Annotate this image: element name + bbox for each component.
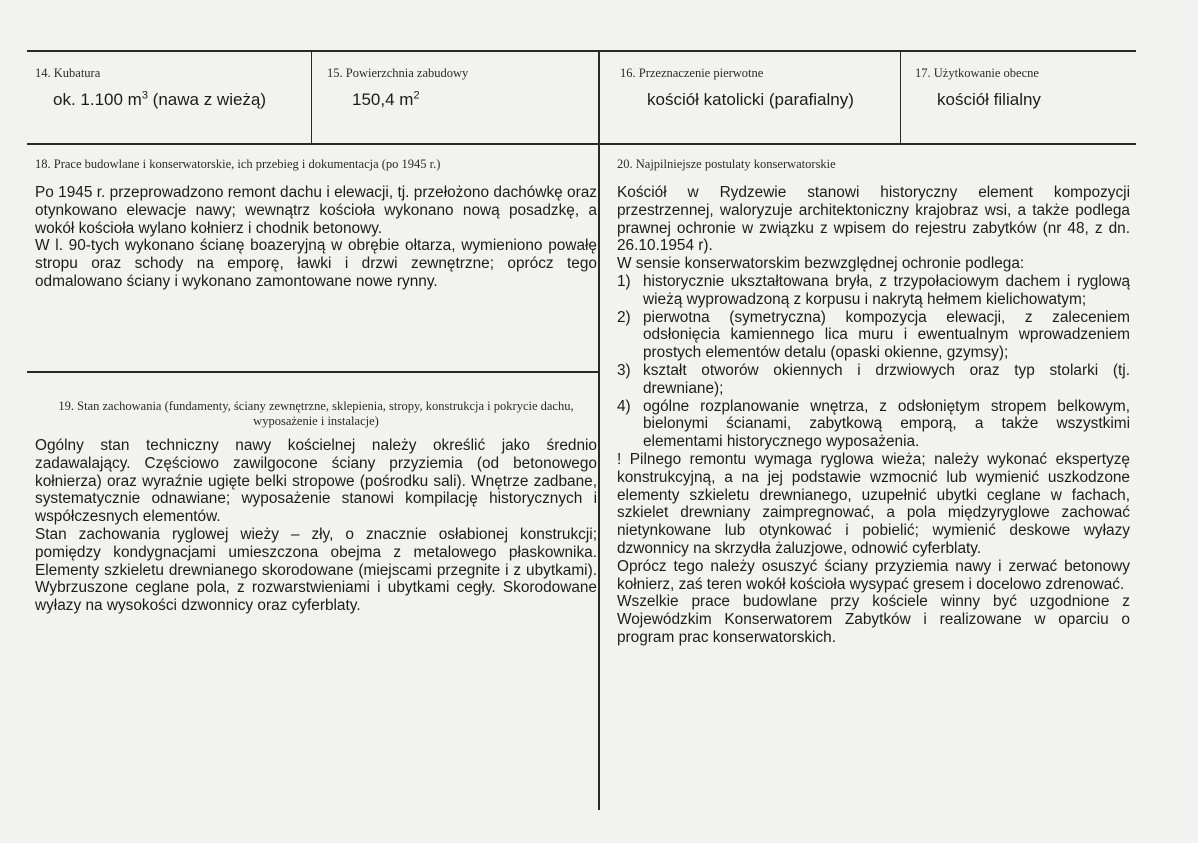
- field-19-text: [35, 437, 597, 615]
- field-15-value: 150,4 $m^2$: [352, 89, 420, 109]
- field-16-value: kościół katolicki (parafialny): [647, 90, 854, 109]
- field-16-przeznaczenie: [620, 66, 892, 110]
- field-18-paragraph: Po 1945 r. przeprowadzono remont dachu i elewacji, tj. przełożono dachówkę oraz otynkowano elewacje nawy; wewnątrz kościoła wykonano nową posadzkę, a wokół kościoła wylano kołnierz i chodnik betonowy.: [35, 184, 597, 237]
- field-20-closing: Wszelkie prace budowlane przy kościele winny być uzgodnione z Wojewódzkim Konserwatorem Zabytków i realizowane w oparciu o program prac konserwatorskich.: [617, 593, 1130, 646]
- list-item: 3) kształt otworów okiennych i drzwiowych oraz typ stolarki (tj. drewniane);: [617, 361, 1130, 397]
- field-18-prace: [35, 157, 597, 291]
- field-20-text: [617, 184, 1130, 647]
- field-15-label: 15. Powierzchnia zabudowy: [327, 66, 469, 80]
- field-14-kubatura: [35, 66, 305, 110]
- field-18-text: [35, 184, 597, 291]
- top-border: [27, 50, 1136, 52]
- field-18-label: 18. Prace budowlane i konserwatorskie, ich przebieg i dokumentacja (po 1945 r.): [35, 157, 441, 171]
- field-20-postulaty: [617, 157, 1130, 647]
- vline-main: [598, 50, 600, 810]
- field-16-label: 16. Przeznaczenie pierwotne: [620, 66, 764, 80]
- field-14-label: 14. Kubatura: [35, 66, 101, 80]
- field-20-closing: Oprócz tego należy osuszyć ściany przyziemia nawy i zerwać betonowy kołnierz, zaś teren wokół kościoła wysypać gresem i docelowo zdrenować.: [617, 557, 1130, 593]
- field-20-intro: Kościół w Rydzewie stanowi historyczny element kompozycji przestrzennej, waloryzuje architektoniczny krajobraz wsi, a także podlega prawnej ochronie w związku z wpisem do rejestru zabytków (nr 48, z dn. 26.10.1954 r).: [617, 184, 1130, 255]
- field-18-paragraph: W l. 90-tych wykonano ścianę boazeryjną w obrębie ołtarza, wymieniono powałę stropu oraz schody na emporę, ławki i drzwi zewnętrzne; oprócz tego odmalowano ściany i wykonano zamontowane nowe rynny.: [35, 237, 597, 290]
- vline-16-17: [900, 50, 901, 144]
- left-section-divider: [27, 371, 599, 373]
- vline-14-15: [311, 50, 312, 144]
- list-item: 2) pierwotna (symetryczna) kompozycja elewacji, z zaleceniem odsłonięcia kamiennego lica muru i ewentualnym wprowadzeniem prostych elementów detalu (opaski okienne, gzymsy);: [617, 308, 1130, 362]
- field-19-paragraph: Ogólny stan techniczny nawy kościelnej należy określić jako średnio zadawalający. Częściowo zawilgocone ściany przyziemia (od betonowego kołnierza) oraz wyraźnie ugięte belki stropowe (pośrodku sali). Wnętrze zadbane, systematycznie odnawiane; wyposażenie stanowi kompilację historycznych i współczesnych elementów.: [35, 437, 597, 526]
- field-19-paragraph: Stan zachowania ryglowej wieży – zły, o znacznie osłabionej konstrukcji; pomiędzy kondygnacjami umieszczona obejma z metalowego płaskownika. Elementy szkieletu drewnianego skorodowane (miejscami przegnite i z ubytkami). Wybrzuszone ceglane pola, z rozwarstwieniami i ubytkami cegły. Skorodowane wyłazy na wysokości dzwonnicy oraz cyferblaty.: [35, 525, 597, 615]
- field-19-label: 19. Stan zachowania (fundamenty, ściany zewnętrzne, sklepienia, stropy, konstrukcja i pokrycie dachu, wyposażenie i instalacje): [58, 399, 574, 428]
- field-20-closing: ! Pilnego remontu wymaga ryglowa wieża; należy wykonać ekspertyzę konstrukcyjną, a na jej podstawie wzmocnić lub wymienić uszkodzone elementy szkieletu drewnianego, uzupełnić ubytki ceglane w fachach, szkielet drewniany zaimpregnować, a pola międzyryglowe zachować nietynkowane lub otynkować i pobielić; wymienić deskowe wyłazy dzwonnicy na skrzydła żaluzjowe, odnowić cyferblaty.: [617, 450, 1130, 557]
- row-divider: [27, 143, 1136, 145]
- list-item: 1) historycznie ukształtowana bryła, z trzypołaciowym dachem i ryglową wieżą wyprowadzoną z korpusu i nakrytą hełmem kielichowatym;: [617, 272, 1130, 308]
- field-17-label: 17. Użytkowanie obecne: [915, 66, 1039, 80]
- field-20-label: 20. Najpilniejsze postulaty konserwatorskie: [617, 157, 836, 171]
- field-19-stan: [35, 399, 597, 615]
- field-15-powierzchnia: [327, 66, 592, 110]
- field-20-list-heading: W sensie konserwatorskim bezwzględnej ochronie podlega:: [617, 255, 1025, 273]
- field-17-value: kościół filialny: [937, 90, 1041, 109]
- field-14-value: ok. 1.100 $m^3$ (nawa z wieżą): [53, 89, 267, 109]
- list-item: 4) ogólne rozplanowanie wnętrza, z odsłoniętym stropem belkowym, bielonymi ścianami, zabytkową emporą, a także wszystkimi elementami historycznego wyposażenia.: [617, 397, 1130, 451]
- field-17-uzytkowanie: [915, 66, 1130, 110]
